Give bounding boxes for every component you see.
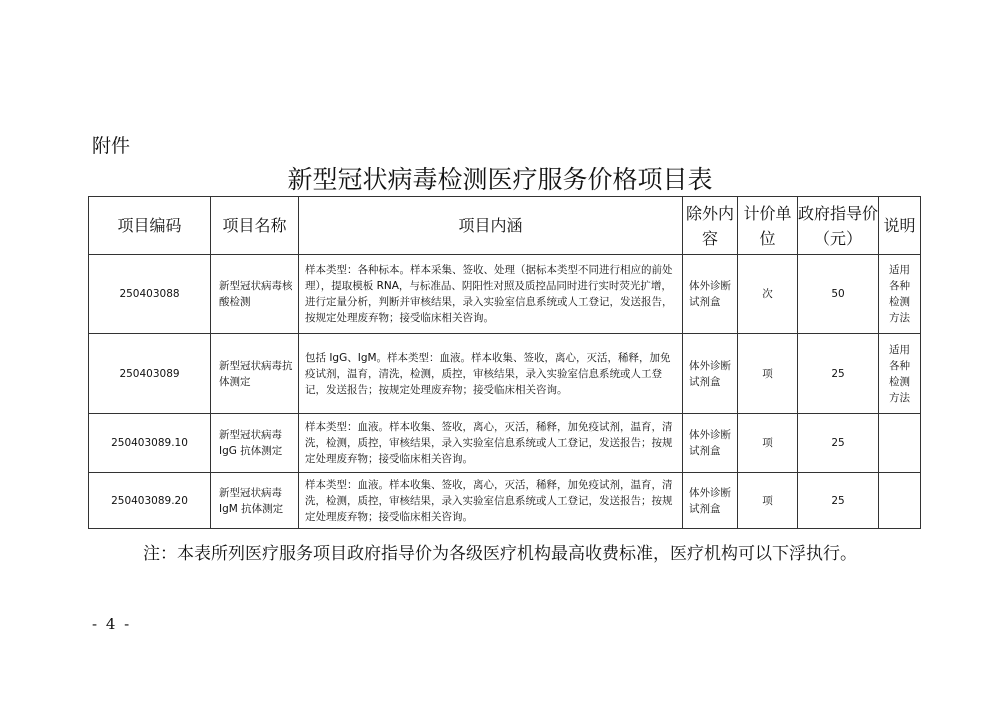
row-content: 样本类型：各种标本。样本采集、签收、处理（据标本类型不同进行相应的前处理），提取模板 RNA，与标准品、阴阳性对照及质控品同时进行实时荧光扩增，进行定量分析，判断并审核结果，录入实验室信息系统或人工登记，发送报告，按规定处理废弃物；接受临床相关咨询。	[299, 255, 683, 334]
row-code: 250403089	[89, 334, 211, 414]
table-row	[89, 414, 921, 473]
row-price: 50	[798, 255, 879, 334]
table-row	[89, 334, 921, 414]
row-content: 样本类型：血液。样本收集、签收，离心，灭活，稀释，加免疫试剂，温育，清洗，检测，质控，审核结果，录入实验室信息系统或人工登记，发送报告；按规定处理废弃物；接受临床相关咨询。	[299, 414, 683, 473]
header-price: 政府指导价（元）	[798, 197, 879, 255]
row-excluded: 体外诊断试剂盒	[683, 334, 738, 414]
document-title: 新型冠状病毒检测医疗服务价格项目表	[287, 165, 713, 194]
row-excluded: 体外诊断试剂盒	[683, 255, 738, 334]
table-row	[89, 255, 921, 334]
attachment-label: 附件	[92, 135, 131, 157]
row-excluded: 体外诊断试剂盒	[683, 473, 738, 529]
row-price: 25	[798, 414, 879, 473]
row-note	[879, 473, 921, 529]
row-price: 25	[798, 334, 879, 414]
row-content: 样本类型：血液。样本收集、签收，离心，灭活，稀释，加免疫试剂，温育，清洗，检测，质控，审核结果，录入实验室信息系统或人工登记，发送报告；按规定处理废弃物；接受临床相关咨询。	[299, 473, 683, 529]
row-unit: 项	[738, 334, 798, 414]
table-header-row	[89, 197, 921, 255]
row-name: 新型冠状病毒抗体测定	[211, 334, 299, 414]
footnote: 注：本表所列医疗服务项目政府指导价为各级医疗机构最高收费标准，医疗机构可以下浮执行。	[143, 544, 857, 564]
header-unit: 计价单位	[738, 197, 798, 255]
row-name: 新型冠状病毒 IgM 抗体测定	[211, 473, 299, 529]
row-excluded: 体外诊断试剂盒	[683, 414, 738, 473]
row-note: 适用各种检测方法	[879, 334, 921, 414]
row-note: 适用各种检测方法	[879, 255, 921, 334]
row-content: 包括 IgG、IgM。样本类型：血液。样本收集、签收，离心，灭活，稀释，加免疫试剂，温育，清洗，检测，质控，审核结果，录入实验室信息系统或人工登记，发送报告；按规定处理废弃物；接受临床相关咨询。	[299, 334, 683, 414]
row-note	[879, 414, 921, 473]
row-unit: 次	[738, 255, 798, 334]
page-number: - 4 -	[92, 615, 132, 633]
header-code: 项目编码	[89, 197, 211, 255]
row-code: 250403089.20	[89, 473, 211, 529]
row-unit: 项	[738, 473, 798, 529]
header-excluded: 除外内容	[683, 197, 738, 255]
row-name: 新型冠状病毒 IgG 抗体测定	[211, 414, 299, 473]
row-code: 250403088	[89, 255, 211, 334]
row-unit: 项	[738, 414, 798, 473]
table-row	[89, 473, 921, 529]
row-name: 新型冠状病毒核酸检测	[211, 255, 299, 334]
header-content: 项目内涵	[299, 197, 683, 255]
row-code: 250403089.10	[89, 414, 211, 473]
price-table	[88, 196, 921, 529]
header-note: 说明	[879, 197, 921, 255]
header-name: 项目名称	[211, 197, 299, 255]
row-price: 25	[798, 473, 879, 529]
